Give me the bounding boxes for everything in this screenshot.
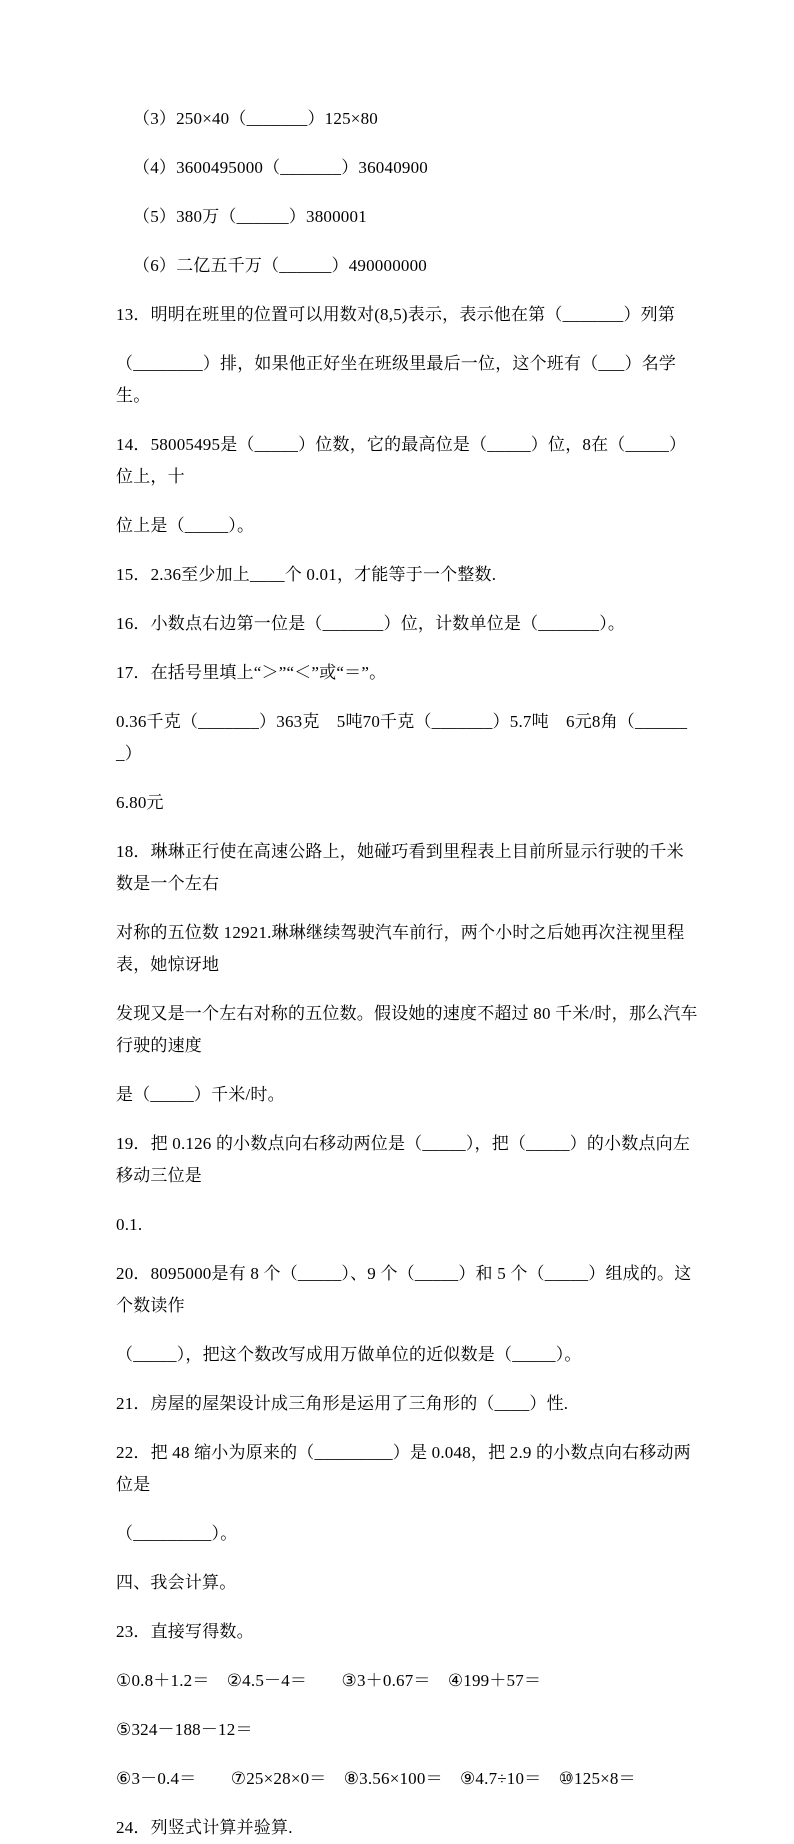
- question-17: 17．在括号里填上“＞”“＜”或“＝”。: [116, 663, 387, 682]
- compare-item-5: （5）380万（______）3800001: [133, 207, 367, 226]
- question-23-items-row-3: ⑥3－0.4＝ ⑦25×28×0＝ ⑧3.56×100＝ ⑨4.7÷10＝ ⑩125×8＝: [116, 1769, 636, 1788]
- question-23-items-row-1: ①0.8＋1.2＝ ②4.5－4＝ ③3＋0.67＝ ④199＋57＝: [116, 1671, 542, 1690]
- question-20-line-2: （_____），把这个数改写成用万做单位的近似数是（_____）。: [116, 1345, 582, 1364]
- question-21: 21．房屋的屋架设计成三角形是运用了三角形的（____）性.: [116, 1394, 569, 1413]
- question-14-line-2: 位上是（_____）。: [116, 516, 255, 535]
- compare-item-3: （3）250×40（_______）125×80: [133, 109, 378, 128]
- question-13-line-2: （________）排，如果他正好坐在班级里最后一位，这个班有（___）名学生。: [116, 354, 677, 405]
- question-20-line-1: 20．8095000是有 8 个（_____）、9 个（_____）和 5 个（_____）组成的。这个数读作: [116, 1264, 692, 1315]
- question-17-items-line-2: 6.80元: [116, 793, 164, 812]
- question-18-line-2: 对称的五位数 12921.琳琳继续驾驶汽车前行，两个小时之后她再次注视里程表，她惊讶地: [116, 923, 685, 974]
- question-24: 24．列竖式计算并验算.: [116, 1818, 293, 1837]
- question-14-line-1: 14．58005495是（_____）位数，它的最高位是（_____）位，8在（_____）位上，十: [116, 435, 687, 486]
- question-18-line-1: 18．琳琳正行使在高速公路上，她碰巧看到里程表上目前所显示行驶的千米数是一个左右: [116, 842, 684, 893]
- question-22-line-2: （_________）。: [116, 1524, 238, 1543]
- question-23: 23．直接写得数。: [116, 1622, 254, 1641]
- question-13-line-1: 13．明明在班里的位置可以用数对(8,5)表示，表示他在第（_______）列第: [116, 305, 676, 324]
- question-16: 16．小数点右边第一位是（_______）位，计数单位是（_______）。: [116, 614, 626, 633]
- question-19-line-1: 19．把 0.126 的小数点向右移动两位是（_____），把（_____）的小数点向左移动三位是: [116, 1134, 691, 1185]
- question-18-line-3: 发现又是一个左右对称的五位数。假设她的速度不超过 80 千米/时，那么汽车行驶的速度: [116, 1004, 698, 1055]
- compare-item-6: （6）二亿五千万（______）490000000: [133, 256, 427, 275]
- section-4-heading: 四、我会计算。: [116, 1573, 237, 1592]
- question-23-items-row-2: ⑤324－188－12＝: [116, 1720, 253, 1739]
- question-19-line-2: 0.1.: [116, 1215, 143, 1234]
- question-18-line-4: 是（_____）千米/时。: [116, 1085, 285, 1104]
- compare-item-4: （4）3600495000（_______）36040900: [133, 158, 428, 177]
- question-15: 15．2.36至少加上____个 0.01，才能等于一个整数.: [116, 565, 497, 584]
- question-17-items-line-1: 0.36千克（_______）363克 5吨70千克（_______）5.7吨 6元8角（_______）: [116, 712, 688, 763]
- question-22-line-1: 22．把 48 缩小为原来的（_________）是 0.048，把 2.9 的小数点向右移动两位是: [116, 1443, 691, 1494]
